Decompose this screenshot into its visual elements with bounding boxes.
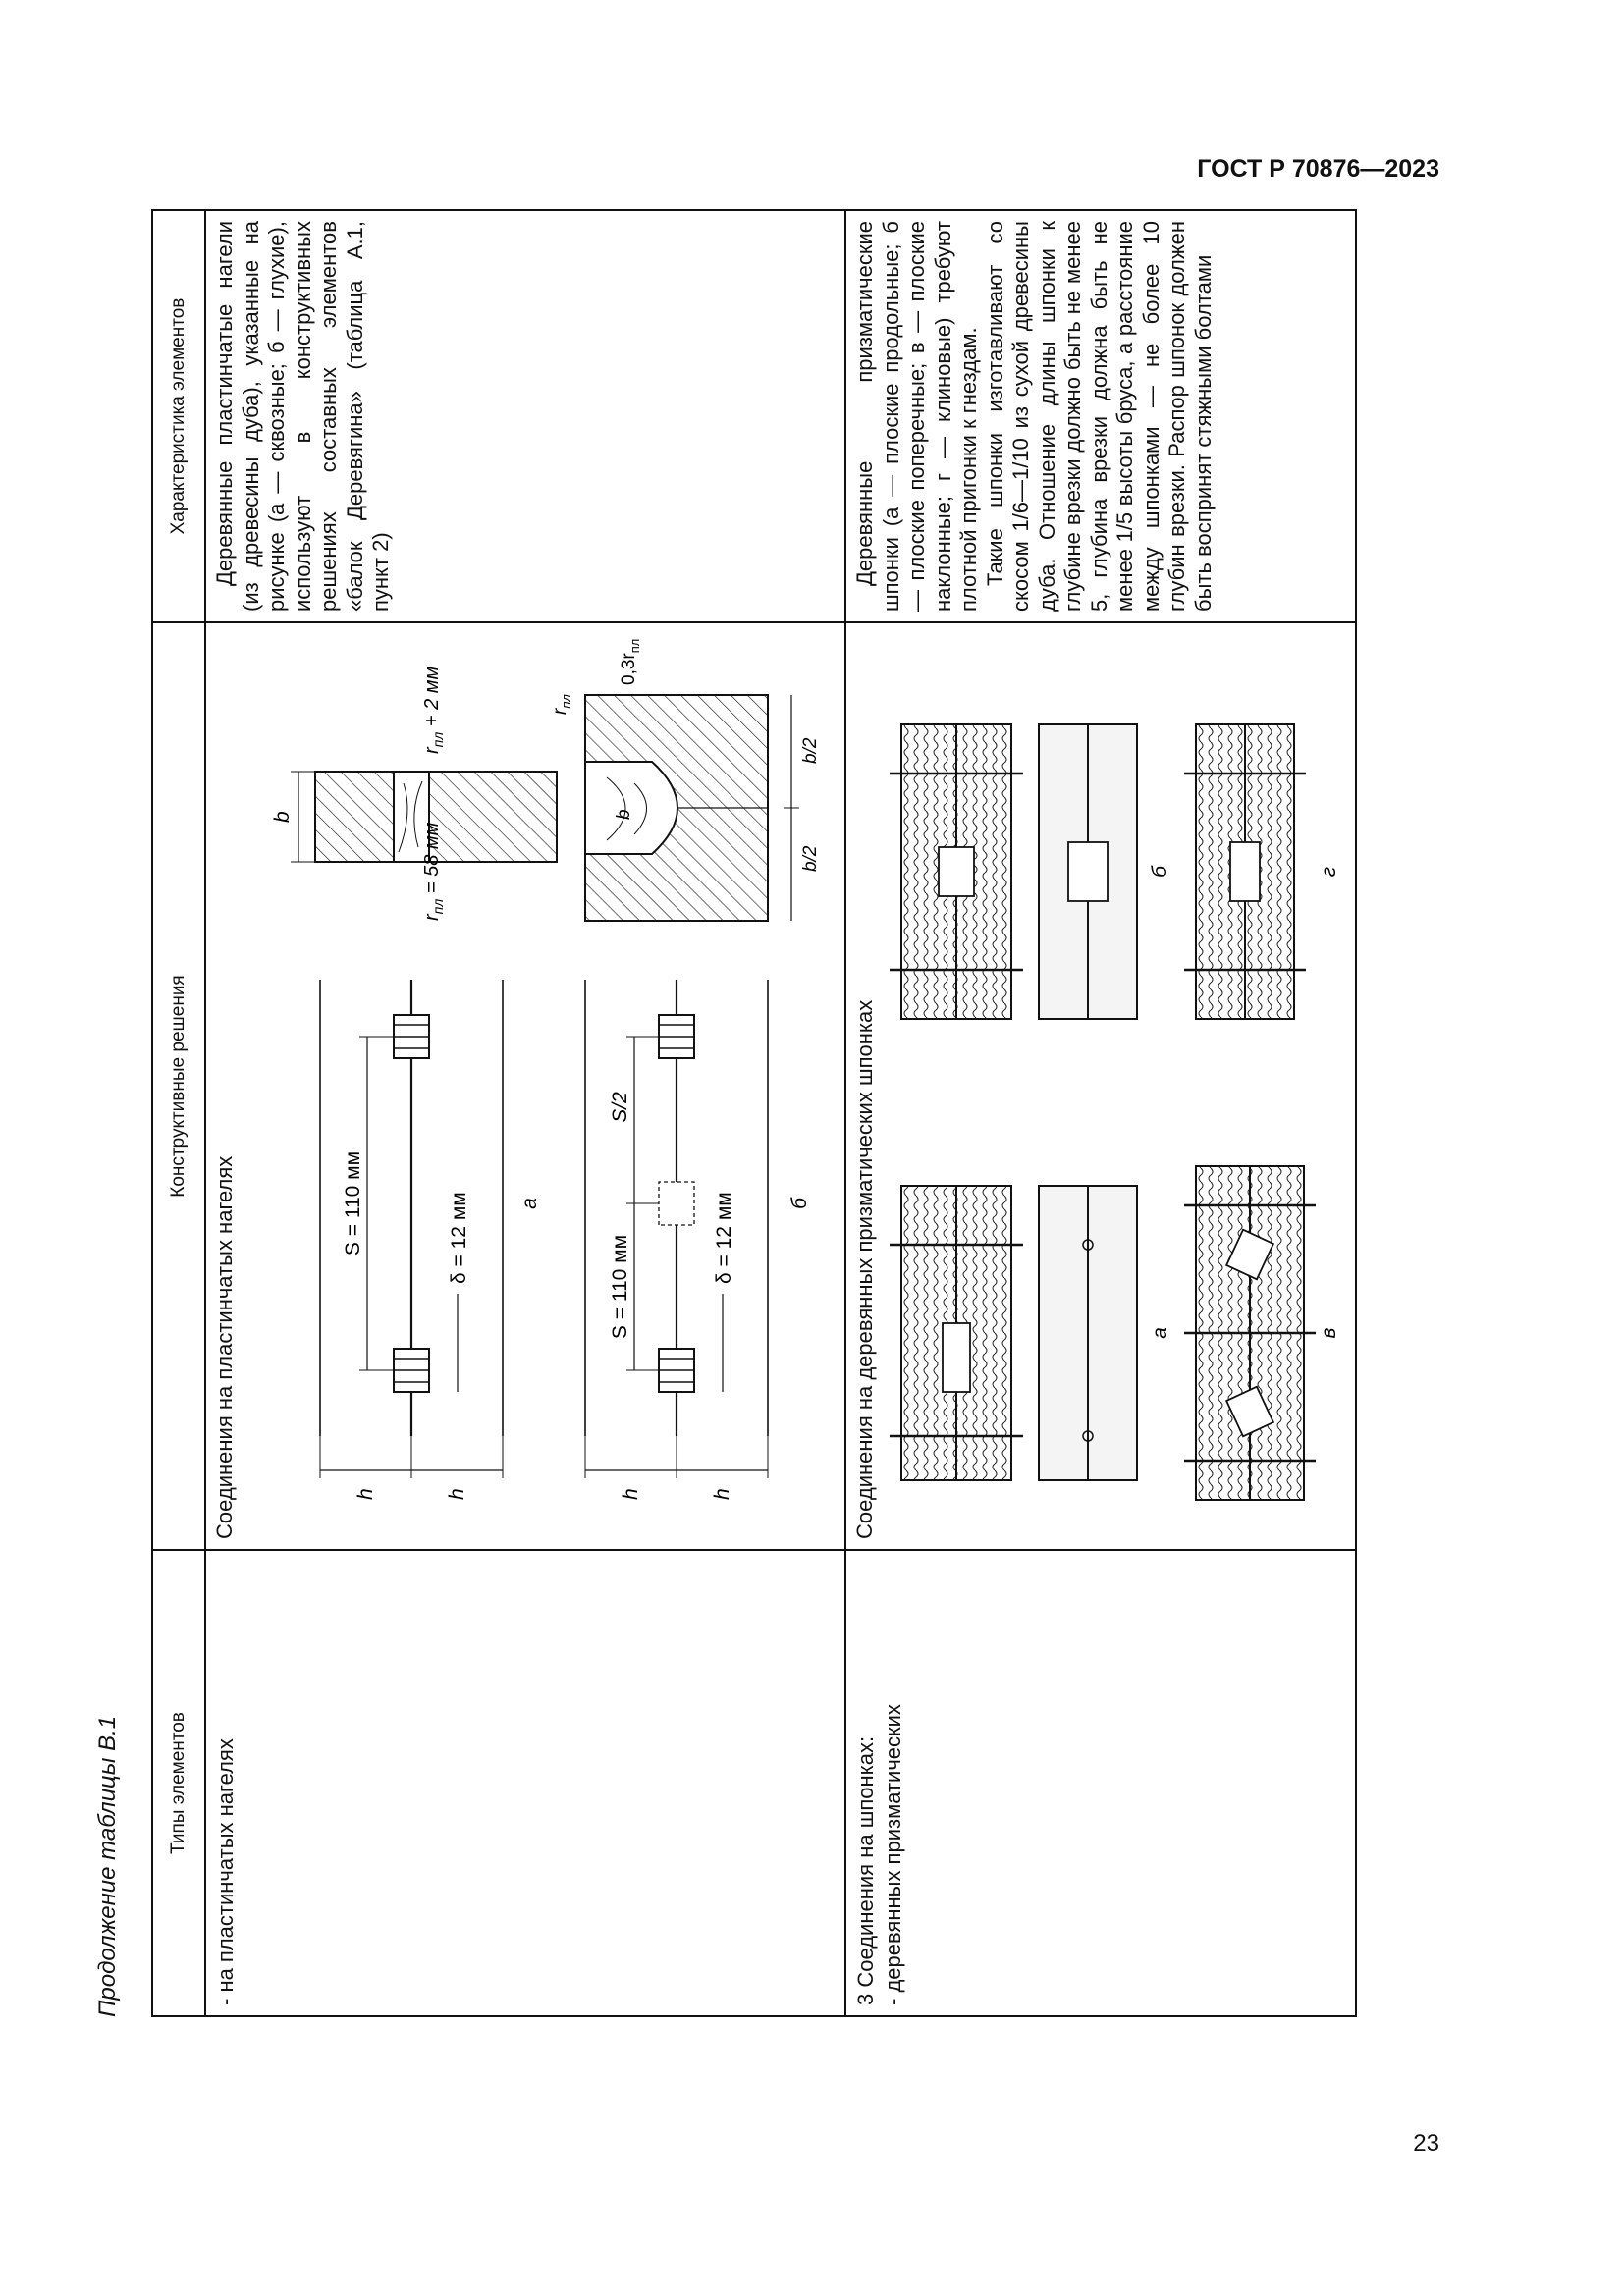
element-type-line: - деревянных призматических [881,1704,905,2005]
design-title: Соединения на деревянных призматических шпонках [852,999,877,1539]
standard-number: ГОСТ Р 70876—2023 [1197,155,1439,183]
figure-a-through-dowels [271,667,557,1500]
fig-a-spacing-label: S = 110 мм [342,1150,364,1256]
fig-a-thickness-label: δ = 12 мм [448,1192,470,1284]
characteristics-cell [205,210,845,622]
figure-b-blind-dowels [550,639,821,1500]
fig-a-radius-label: $r_{пл} = 58$ мм [421,822,446,921]
fig-v-sublabel: в [1318,1327,1340,1339]
elements-table [151,209,1357,2017]
fig-a-width-label: b [271,811,294,823]
figure-g-wedge-keys [1184,724,1340,1019]
table-caption: Продолжение таблицы В.1 [94,1715,121,2017]
fig-a-height-top: h [354,1488,377,1500]
fig-b-spacing-label: S = 110 мм [609,1234,631,1340]
fig-b-half-width-1: b/2 [800,845,821,872]
prismatic-key-drawings [882,636,1343,1539]
element-type-cell [205,1550,845,2016]
figure-b-transverse-keys [890,724,1171,1019]
table-header-row [152,210,205,2016]
page-number: 23 [1413,2130,1439,2157]
fig-b-sublabel: б [1149,866,1171,878]
plate-dowel-drawings [242,636,831,1539]
fig-a-radius-plus-label: $r_{пл} + 2$ мм [421,666,446,754]
fig-b-thickness-label: δ = 12 мм [713,1192,735,1284]
characteristics-text: Деревянные пластинчатые нагели (из древесины дуба), указанные на рисунке (а — сквозные; б — глухие), используют в конструктивных решениях составных элементов «балок Деревягина» (таблица А.1, пункт 2) [212,221,393,612]
fig-b-depth-label: $0,3r_{пл}$ [619,638,642,685]
characteristics-text-2: Такие шпонки изготавливают со скосом 1/6—1/10 из сухой древесины дуба. Отношение длины шпонки к глубине врезки должно быть не менее 5, глубина врезки должна быть не менее 1/5 высоты бруса, а расстояние между шпонками — не более 10 глубин врезки. Распор шпонок должен быть воспринят стяжными болтами [982,221,1216,612]
characteristics-text: Деревянные призматические шпонки (а — плоские продольные; б — плоские поперечные; в — плоские наклонные; г — клиновые) требуют плотной пригонки к гнездам. [852,221,981,612]
fig-b-half-spacing-label: S/2 [609,1092,631,1123]
fig-b-half-width-2: b/2 [800,737,821,764]
element-type-line: 3 Соединения на шпонках: [853,1735,878,2005]
fig-b-sublabel: б [788,1198,811,1209]
figure-v-inclined-keys [1184,1166,1340,1500]
fig-a-sublabel: а [518,1198,541,1209]
design-cell [845,622,1356,1550]
rotated-page-content [94,211,1410,2017]
header-design-solutions: Конструктивные решения [152,622,205,1550]
fig-a-sublabel: а [1149,1327,1171,1339]
header-element-characteristics: Характеристика элементов [152,210,205,622]
header-element-types: Типы элементов [152,1550,205,2016]
fig-a-height-bottom: h [446,1488,468,1500]
design-title: Соединения на пластинчатых нагелях [212,1155,237,1539]
characteristics-cell [845,210,1356,622]
element-type-line: - на пластинчатых нагелях [213,1738,238,2005]
fig-b-width-label: b [614,809,634,820]
design-cell [205,622,845,1550]
fig-b-radius-label: $r_{пл}$ [550,694,573,715]
fig-b-height-top: h [620,1488,642,1500]
table-row [845,210,1356,2016]
table-row [205,210,845,2016]
figure-a-longitudinal-keys [890,1186,1171,1480]
element-type-cell [845,1550,1356,2016]
fig-b-height-bottom: h [711,1488,733,1500]
fig-g-sublabel: г [1318,866,1340,878]
